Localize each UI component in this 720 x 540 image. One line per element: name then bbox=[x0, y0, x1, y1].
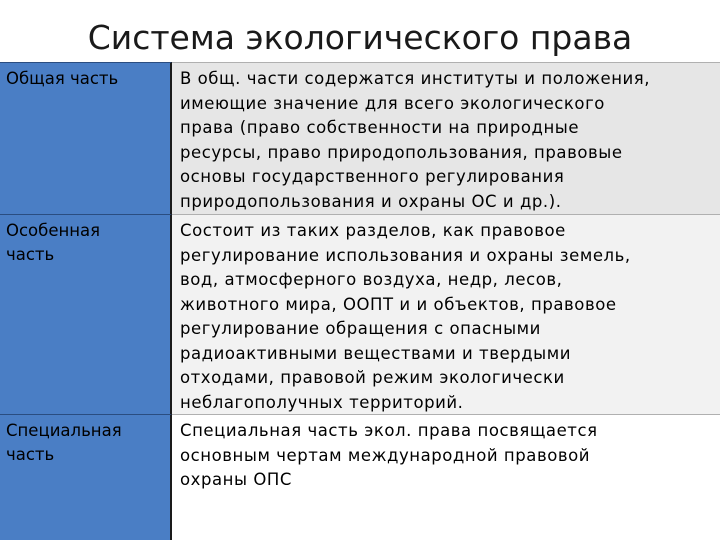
content-table bbox=[0, 62, 720, 540]
description-line: Состоит из таких разделов, как правовое bbox=[180, 221, 566, 240]
description-line: основы государственного регулирования bbox=[180, 167, 565, 186]
description-line: Специальная часть экол. права посвящается bbox=[180, 421, 598, 440]
table-row-specialized bbox=[0, 414, 720, 540]
description-line: ресурсы, право природопользования, правовые bbox=[180, 142, 623, 162]
row-label: Общая часть bbox=[6, 69, 119, 88]
description-line: животного мира, ООПТ и и объектов, правовое bbox=[180, 294, 617, 314]
description-line: имеющие значение для всего экологического bbox=[180, 93, 605, 113]
description-line: регулирование использования и охраны земель, bbox=[180, 245, 631, 265]
row-description bbox=[180, 419, 714, 493]
row-description bbox=[180, 67, 714, 214]
description-line: основным чертам международной правовой bbox=[180, 445, 591, 465]
description-line: неблагополучных территорий. bbox=[180, 392, 464, 412]
table-row-general bbox=[0, 62, 720, 214]
description-line: права (право собственности на природные bbox=[180, 118, 580, 137]
row-description-cell bbox=[172, 214, 720, 414]
row-label-cell bbox=[0, 214, 172, 414]
row-label-cell bbox=[0, 414, 172, 540]
row-description-cell bbox=[172, 414, 720, 540]
table-row-special bbox=[0, 214, 720, 414]
description-line: охраны ОПС bbox=[180, 470, 292, 489]
row-description-cell bbox=[172, 62, 720, 214]
description-line: В общ. части содержатся институты и положения, bbox=[180, 69, 651, 88]
description-line: радиоактивными веществами и твердыми bbox=[180, 343, 572, 363]
description-line: вод, атмосферного воздуха, недр, лесов, bbox=[180, 270, 563, 289]
description-line: отходами, правовой режим экологически bbox=[180, 368, 565, 387]
description-line: природопользования и охраны ОС и др.). bbox=[180, 191, 562, 211]
row-label-cell bbox=[0, 62, 172, 214]
row-label: Специальная часть bbox=[6, 421, 122, 464]
slide-title: Система экологического права bbox=[87, 18, 633, 57]
description-line: регулирование обращения с опасными bbox=[180, 319, 541, 338]
row-label: Особенная часть bbox=[6, 221, 101, 264]
row-description bbox=[180, 219, 714, 415]
